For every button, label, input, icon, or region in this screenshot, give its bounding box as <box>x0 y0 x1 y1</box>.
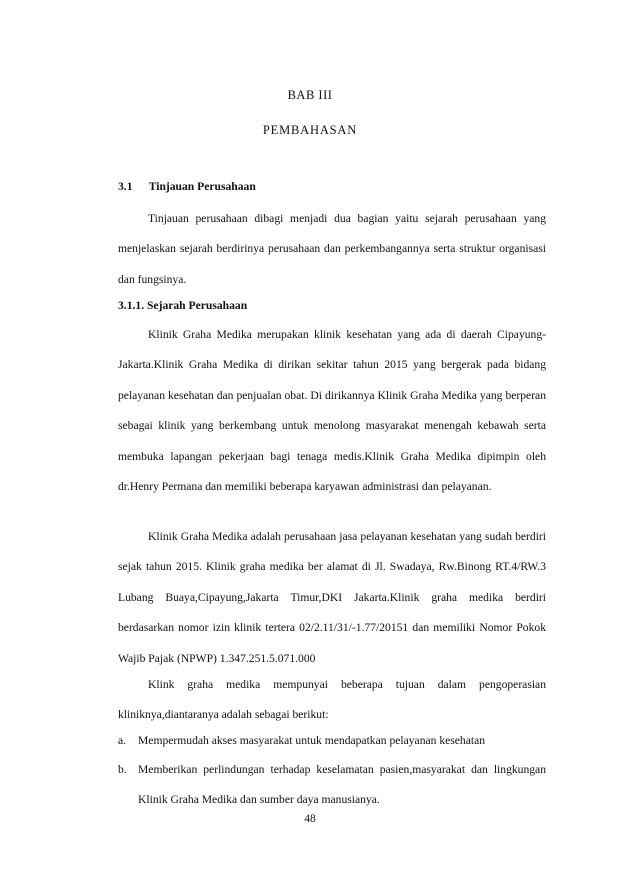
section-heading-3-1 <box>118 180 256 193</box>
list-item-text: Memberikan perlindungan terhadap keselamatan pasien,masyarakat dan lingkungan Klinik Graha Medika dan sumber daya manusianya. <box>138 763 546 807</box>
section-number: 3.1 <box>118 180 133 193</box>
subsection-heading-3-1-1: 3.1.1. Sejarah Perusahaan <box>118 299 248 312</box>
list-marker: b. <box>118 763 127 776</box>
list-item-b <box>118 755 546 816</box>
paragraph-tinjauan: Tinjauan perusahaan dibagi menjadi dua bagian yaitu sejarah perusahaan yang menjelaskan sejarah berdirinya perusahaan dan perkembangannya serta struktur organisasi dan fungsinya. <box>118 212 546 286</box>
list-item-a <box>118 726 546 756</box>
chapter-title: PEMBAHASAN <box>262 123 358 137</box>
paragraph-sejarah-2: Klinik Graha Medika adalah perusahaan jasa pelayanan kesehatan yang sudah berdiri sejak tahun 2015. Klinik graha medika ber alamat di Jl. Swadaya, Rw.Binong RT.4/RW.3 Lubang Buaya,Cipayung,Jakarta Timur,DKI Jakarta.Klinik graha medika berdiri berdasarkan nomor izin klinik tertera 02/2.11/31/-1.77/20151 dan memiliki Nomor Pokok Wajib Pajak (NPWP) 1.347.251.5.071.000 <box>118 530 546 665</box>
paragraph-sejarah-1: Klinik Graha Medika merupakan klinik kesehatan yang ada di daerah Cipayung-Jakarta.Klinik Graha Medika di dirikan sekitar tahun 2015 yang bergerak pada bidang pelayanan kesehatan dan penjualan obat. Di dirikannya Klinik Graha Medika yang berperan sebagai klinik yang berkembang untuk menolong masyarakat menengah kebawah serta membuka lapangan pekerjaan bagi tenaga medis.Klinik Graha Medika dipimpin oleh dr.Henry Permana dan memiliki beberapa karyawan administrasi dan pelayanan. <box>118 328 546 494</box>
page-number: 48 <box>304 812 316 825</box>
paragraph-tujuan: Klink graha medika mempunyai beberapa tujuan dalam pengoperasian kliniknya,diantaranya adalah sebagai berikut: <box>118 678 546 722</box>
chapter-label: BAB III <box>287 88 333 102</box>
list-item-text: Mempermudah akses masyarakat untuk mendapatkan pelayanan kesehatan <box>138 734 486 747</box>
list-marker: a. <box>118 734 127 747</box>
section-title: Tinjauan Perusahaan <box>148 180 256 193</box>
